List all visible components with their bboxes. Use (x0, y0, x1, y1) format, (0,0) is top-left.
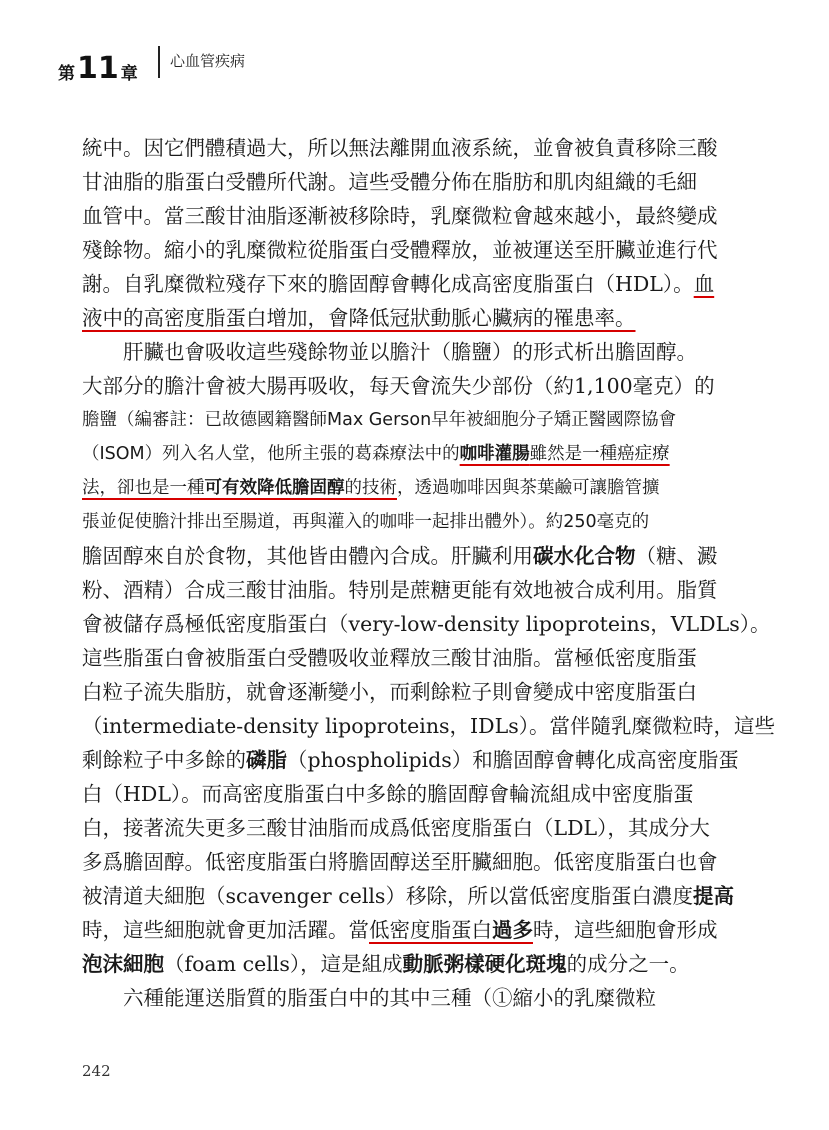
text-line (82, 913, 732, 947)
text-run: 六種能運送脂質的脂蛋白中的其中三種（①縮小的乳糜微粒 (123, 986, 656, 1010)
text-line: 甘油脂的脂蛋白受體所代謝。這些受體分佈在脂肪和肌肉組織的毛細 (82, 170, 697, 194)
text-run: 時，這些細胞就會更加活躍。當 (82, 918, 369, 942)
text-line (82, 539, 732, 573)
text-line: 統中。因它們體積過大，所以無法離開血液系統，並會被負責移除三酸 (82, 136, 718, 160)
text-line: 白，接著流失更多三酸甘油脂而成爲低密度脂蛋白（LDL），其成分大 (82, 816, 710, 840)
chapter-title: 心血管疾病 (170, 52, 246, 70)
text-line (82, 267, 732, 301)
chapter-header (58, 40, 138, 88)
body-text (82, 131, 775, 1015)
text-run: 膽固醇來自於食物，其他皆由體內合成。肝臟利用 (82, 544, 533, 568)
underlined-text: 低密度脂蛋白 (369, 918, 492, 942)
text-run: （ISOM）列入名人堂，他所主張的葛森療法中的 (82, 444, 460, 464)
underlined-text: 法，卻也是一種 (82, 478, 205, 498)
text-line: 血管中。當三酸甘油脂逐漸被移除時，乳糜微粒會越來越小，最終變成 (82, 204, 718, 228)
text-run: （phospholipids）和膽固醇會轉化成高密度脂蛋 (287, 748, 739, 772)
bold-term: 泡沫細胞 (82, 952, 164, 976)
text-line: 多爲膽固醇。低密度脂蛋白將膽固醇送至肝臟細胞。低密度脂蛋白也會 (82, 850, 718, 874)
text-run: 的成分之一。 (566, 952, 690, 976)
text-line (82, 947, 732, 981)
text-line: 大部分的膽汁會被大腸再吸收，每天會流失少部份（約1,100毫克）的 (82, 374, 715, 398)
bold-term: 動脈粥樣硬化斑塊 (402, 952, 567, 976)
text-line: 這些脂蛋白會被脂蛋白受體吸收並釋放三酸甘油脂。當極低密度脂蛋 (82, 646, 697, 670)
chapter-suffix: 章 (120, 64, 138, 84)
text-line (82, 301, 732, 335)
chapter-prefix: 第 (58, 64, 75, 84)
text-run: ，透過咖啡因與茶葉鹼可讓膽管擴 (397, 478, 660, 498)
text-line (82, 981, 732, 1015)
text-run: （糖、澱 (635, 544, 718, 568)
text-run: （foam cells），這是組成 (164, 952, 403, 976)
highlighted-term: 可有效降低膽固醇 (204, 478, 345, 498)
text-run: 謝。自乳糜微粒殘存下來的膽固醇會轉化成高密度脂蛋白（HDL）。 (82, 272, 694, 296)
page-number: 242 (82, 1062, 111, 1080)
highlighted-term: 過多 (492, 918, 533, 942)
text-line: 粉、酒精）合成三酸甘油脂。特別是蔗糖更能有效地被合成利用。脂質 (82, 578, 718, 602)
text-line (82, 471, 732, 505)
bold-term: 提高 (692, 884, 734, 908)
header-divider (158, 46, 160, 78)
text-run: 肝臟也會吸收這些殘餘物並以膽汁（膽鹽）的形式析出膽固醇。 (123, 340, 697, 364)
text-line: 白粒子流失脂肪，就會逐漸變小，而剩餘粒子則會變成中密度脂蛋白 (82, 680, 697, 704)
text-line (82, 437, 732, 471)
text-line: 殘餘物。縮小的乳糜微粒從脂蛋白受體釋放，並被運送至肝臟並進行代 (82, 238, 718, 262)
text-line: 張並促使膽汁排出至腸道，再與灌入的咖啡一起排出體外）。約250毫克的 (82, 512, 650, 532)
bold-term: 磷脂 (246, 748, 287, 772)
text-line: （intermediate-density lipoproteins，IDLs）。當伴隨乳糜微粒時，這些 (82, 714, 775, 738)
underlined-text: 液中的高密度脂蛋白增加，會降低冠狀動脈心臟病的罹患率。 (82, 306, 636, 330)
text-line: 膽鹽（編審註：已故德國籍醫師Max Gerson早年被細胞分子矯正醫國際協會 (82, 410, 677, 430)
text-line (82, 743, 739, 777)
bold-term: 碳水化合物 (533, 544, 636, 568)
text-line: 白（HDL）。而高密度脂蛋白中多餘的膽固醇會輪流組成中密度脂蛋 (82, 782, 694, 806)
highlighted-term: 咖啡灌腸 (459, 444, 530, 464)
underlined-text: 雖然是一種癌症療 (529, 444, 670, 464)
underlined-text: 血 (693, 272, 715, 296)
text-run: 被清道夫細胞（scavenger cells）移除，所以當低密度脂蛋白濃度 (82, 884, 693, 908)
text-line: 會被儲存爲極低密度脂蛋白（very-low-density lipoproteins，VLDLs）。 (82, 612, 771, 636)
underlined-text: 的技術 (344, 478, 397, 498)
text-line (82, 879, 732, 913)
chapter-number: 11 (77, 51, 119, 86)
text-run: 時，這些細胞會形成 (533, 918, 718, 942)
text-run: 剩餘粒子中多餘的 (82, 748, 246, 772)
text-line (82, 335, 732, 369)
